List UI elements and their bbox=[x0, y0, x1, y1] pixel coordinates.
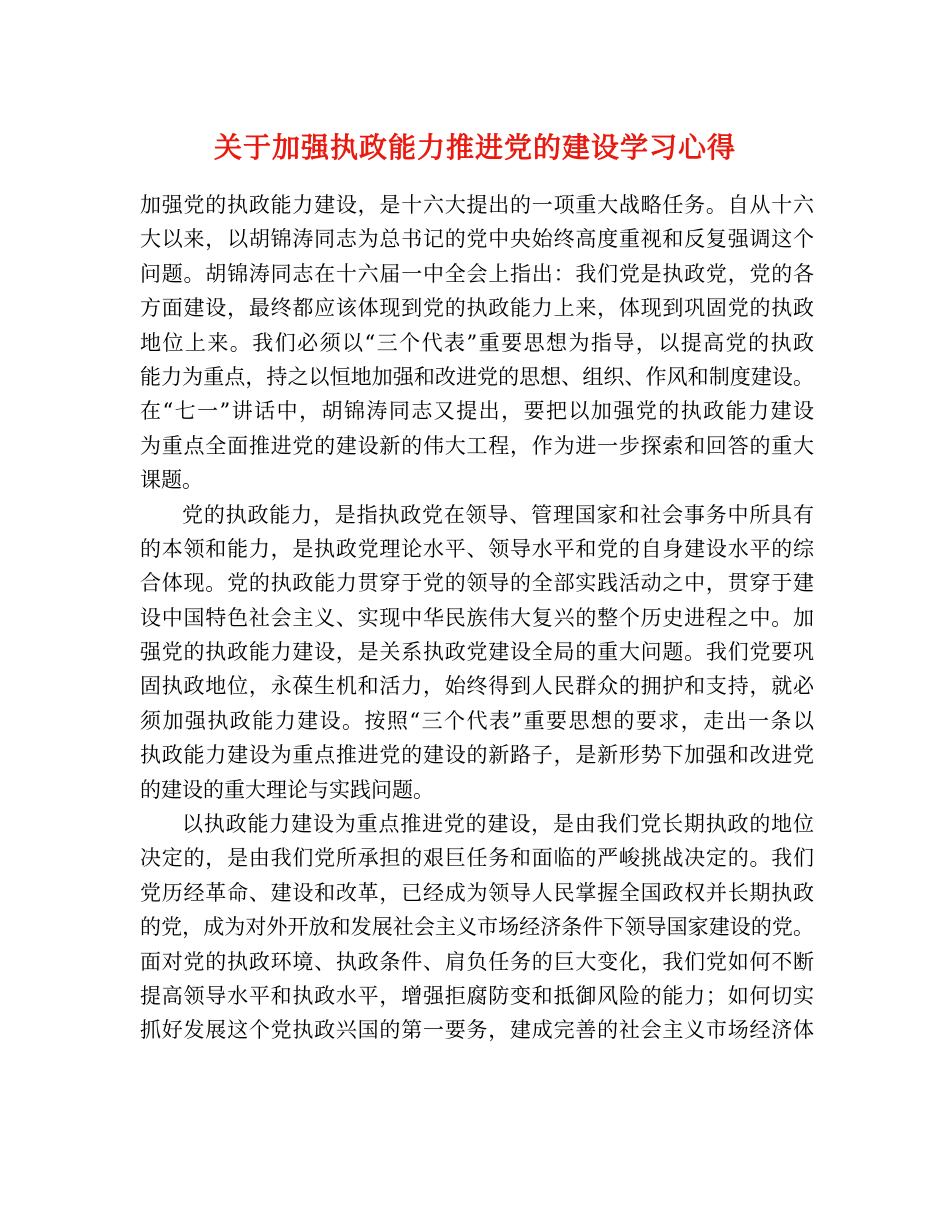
text-line: 的本领和能力，是执政党理论水平、领导水平和党的自身建设水平的综 bbox=[140, 536, 814, 561]
text-line: 固执政地位，永葆生机和活力，始终得到人民群众的拥护和支持，就必 bbox=[140, 674, 814, 699]
text-line: 为重点全面推进党的建设新的伟大工程，作为进一步探索和回答的重大 bbox=[140, 433, 814, 458]
text-line: 设中国特色社会主义、实现中华民族伟大复兴的整个历史进程之中。加 bbox=[140, 605, 814, 630]
text-line: 能力为重点，持之以恒地加强和改进党的思想、组织、作风和制度建设。 bbox=[140, 364, 814, 389]
text-line: 加强党的执政能力建设，是十六大提出的一项重大战略任务。自从十六 bbox=[140, 193, 814, 217]
text-line: 大以来，以胡锦涛同志为总书记的党中央始终高度重视和反复强调这个 bbox=[140, 227, 814, 252]
text-line: 合体现。党的执政能力贯穿于党的领导的全部实践活动之中，贯穿于建 bbox=[140, 571, 814, 596]
text-line: 党历经革命、建设和改革，已经成为领导人民掌握全国政权并长期执政 bbox=[140, 880, 814, 905]
text-line: 抓好发展这个党执政兴国的第一要务，建成完善的社会主义市场经济体 bbox=[140, 1018, 814, 1043]
text-line: 党的执政能力，是指执政党在领导、管理国家和社会事务中所具有 bbox=[182, 502, 814, 527]
text-line: 的建设的重大理论与实践问题。 bbox=[140, 777, 434, 802]
text-line: 强党的执政能力建设，是关系执政党建设全局的重大问题。我们党要巩 bbox=[140, 640, 814, 665]
text-line: 方面建设，最终都应该体现到党的执政能力上来，体现到巩固党的执政 bbox=[140, 296, 814, 321]
text-line: 须加强执政能力建设。按照“三个代表”重要思想的要求，走出一条以 bbox=[140, 708, 814, 733]
text-line: 在“七一”讲话中，胡锦涛同志又提出，要把以加强党的执政能力建设 bbox=[140, 399, 814, 424]
text-line: 提高领导水平和执政水平，增强拒腐防变和抵御风险的能力；如何切实 bbox=[140, 983, 814, 1008]
text-line: 问题。胡锦涛同志在十六届一中全会上指出：我们党是执政党，党的各 bbox=[140, 261, 814, 286]
text-line: 以执政能力建设为重点推进党的建设，是由我们党长期执政的地位 bbox=[182, 812, 814, 837]
document-title: 关于加强执政能力推进党的建设学习心得 bbox=[213, 131, 736, 164]
text-line: 的党，成为对外开放和发展社会主义市场经济条件下领导国家建设的党。 bbox=[140, 915, 814, 940]
text-line: 决定的，是由我们党所承担的艰巨任务和面临的严峻挑战决定的。我们 bbox=[140, 846, 814, 871]
document-body bbox=[140, 188, 814, 1048]
text-line: 面对党的执政环境、执政条件、肩负任务的巨大变化，我们党如何不断 bbox=[140, 949, 814, 974]
text-line: 地位上来。我们必须以“三个代表”重要思想为指导，以提高党的执政 bbox=[140, 330, 814, 355]
text-line: 执政能力建设为重点推进党的建设的新路子，是新形势下加强和改进党 bbox=[140, 743, 814, 768]
text-line: 课题。 bbox=[140, 468, 203, 493]
